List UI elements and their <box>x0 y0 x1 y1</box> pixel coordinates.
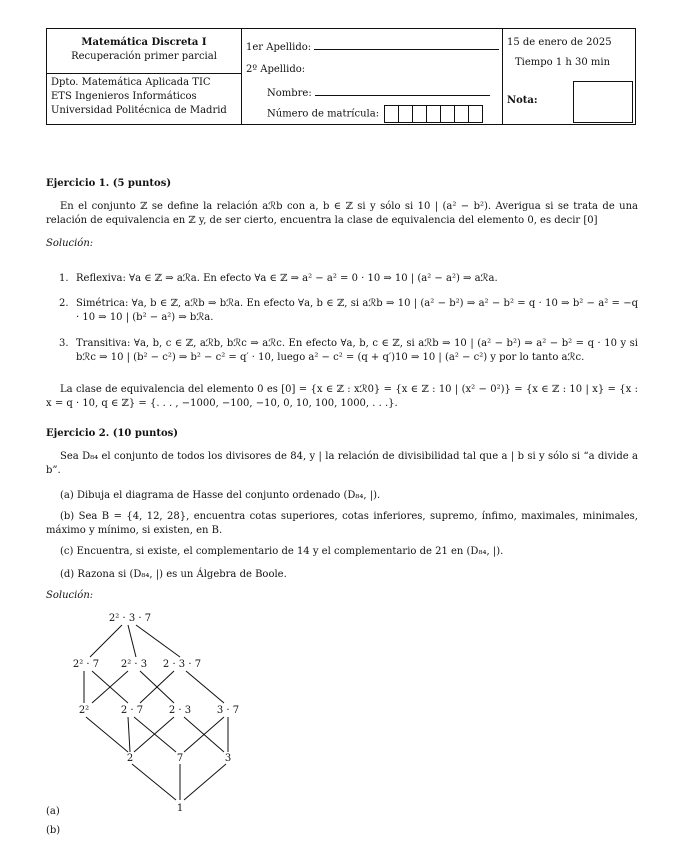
exercise2-statement: Sea D₈₄ el conjunto de todos los divisores de 84, y | la relación de divisibilidad tal que a | b si y sólo si “a divide a b”. <box>46 451 638 476</box>
dept-line: ETS Ingenieros Informáticos <box>51 91 197 102</box>
hasse-edge <box>128 717 130 752</box>
item-text: Reflexiva: ∀a ∈ ℤ ⇒ aℛa. En efecto ∀a ∈ ℤ ⇒ a² − a² = 0 · 10 ⇒ 10 | (a² − a²) ⇒ aℛa. <box>76 273 498 284</box>
surname1-label: 1er Apellido: <box>246 42 312 53</box>
hasse-node: 2² · 3 · 7 <box>108 613 152 624</box>
exercise1-statement: En el conjunto ℤ se define la relación aℛb con a, b ∈ ℤ si y sólo si 10 | (a² − b²). Averigua si se trata de una relación de equivalencia en ℤ y, de ser cierto, encuentra la clase de equivalencia del elemento 0, es decir [0] <box>46 201 638 226</box>
surname2-label: 2º Apellido: <box>246 64 306 75</box>
grade-label: Nota: <box>507 95 538 106</box>
hasse-edge <box>186 671 224 703</box>
part-c: (c) Encuentra, si existe, el complementario de 14 y el complementario de 21 en (D₈₄, |). <box>60 546 504 557</box>
hasse-node: 2 · 3 <box>168 705 192 716</box>
item-number: 3. <box>59 338 69 349</box>
part-b: (b) Sea B = {4, 12, 28}, encuentra cotas superiores, cotas inferiores, supremo, ínfimo, maximales, minimales, máximo y mínimo, si existen, en B. <box>46 511 638 536</box>
hasse-edge <box>136 625 180 657</box>
hasse-node: 7 <box>176 753 184 764</box>
hasse-node: 2² <box>78 705 90 716</box>
item-text: Transitiva: ∀a, b, c ∈ ℤ, aℛb, bℛc ⇒ aℛc. En efecto ∀a, b, c ∈ ℤ, si aℛb ⇒ 10 | (a² − b²) ⇒ a² − b² = q · 10 y si bℛc ⇒ 10 | (b² − c²) ⇒ b² − c² = q′ · 10, luego a² − c² = (q + q′)10 ⇒ 10 | (a² − c²) y por lo tanto aℛc. <box>76 338 638 363</box>
hasse-edge <box>90 625 122 657</box>
answer-label-b: (b) <box>46 825 61 836</box>
answer-label-a: (a) <box>46 806 60 817</box>
matricula-label: Número de matrícula: <box>267 108 380 120</box>
part-a: (a) Dibuja el diagrama de Hasse del conjunto ordenado (D₈₄, |). <box>60 490 381 501</box>
dept-line: Dpto. Matemática Aplicada TIC <box>51 77 211 88</box>
hasse-node: 2 · 7 <box>120 705 144 716</box>
item-number: 2. <box>59 298 69 309</box>
hasse-node: 1 <box>176 803 184 814</box>
hasse-node: 2 <box>126 753 134 764</box>
course-title: Matemática Discreta I <box>81 37 207 48</box>
exam-date: 15 de enero de 2025 <box>507 37 612 48</box>
hasse-edges <box>84 625 228 800</box>
exam-subtitle: Recuperación primer parcial <box>71 51 217 62</box>
name-label: Nombre: <box>267 88 312 99</box>
hasse-edge <box>132 764 176 800</box>
solution-label: Solución: <box>46 590 94 601</box>
hasse-node: 2² · 3 <box>120 659 148 670</box>
exam-time: Tiempo 1 h 30 min <box>515 57 611 68</box>
part-d: (d) Razona si (D₈₄, |) es un Álgebra de Boole. <box>60 569 287 580</box>
exercise1-title: Ejercicio 1. (5 puntos) <box>46 178 172 189</box>
hasse-edge <box>184 764 226 800</box>
solution-label: Solución: <box>46 238 94 249</box>
equivalence-class: La clase de equivalencia del elemento 0 es [0] = {x ∈ ℤ : xℛ0} = {x ∈ ℤ : 10 | (x² − 0²)} = {x ∈ ℤ : 10 | x} = {x : x = q · 10, q ∈ ℤ} = {. . . , −1000, −100, −10, 0, 10, 100, 1000, . . .}. <box>46 384 638 409</box>
item-number: 1. <box>59 273 69 284</box>
hasse-node: 3 <box>224 753 232 764</box>
dept-line: Universidad Politécnica de Madrid <box>51 105 227 116</box>
hasse-node: 2² · 7 <box>72 659 100 670</box>
exercise2-title: Ejercicio 2. (10 puntos) <box>46 428 179 439</box>
item-text: Simétrica: ∀a, b ∈ ℤ, aℛb ⇒ bℛa. En efecto ∀a, b ∈ ℤ, si aℛb ⇒ 10 | (a² − b²) ⇒ a² − b² = q · 10 ⇒ b² − a² = −q · 10 ⇒ 10 | (b² − a²) ⇒ bℛa. <box>76 298 638 323</box>
hasse-edge <box>86 717 128 752</box>
hasse-node: 3 · 7 <box>216 705 240 716</box>
hasse-node: 2 · 3 · 7 <box>162 659 202 670</box>
hasse-edge <box>128 625 136 657</box>
